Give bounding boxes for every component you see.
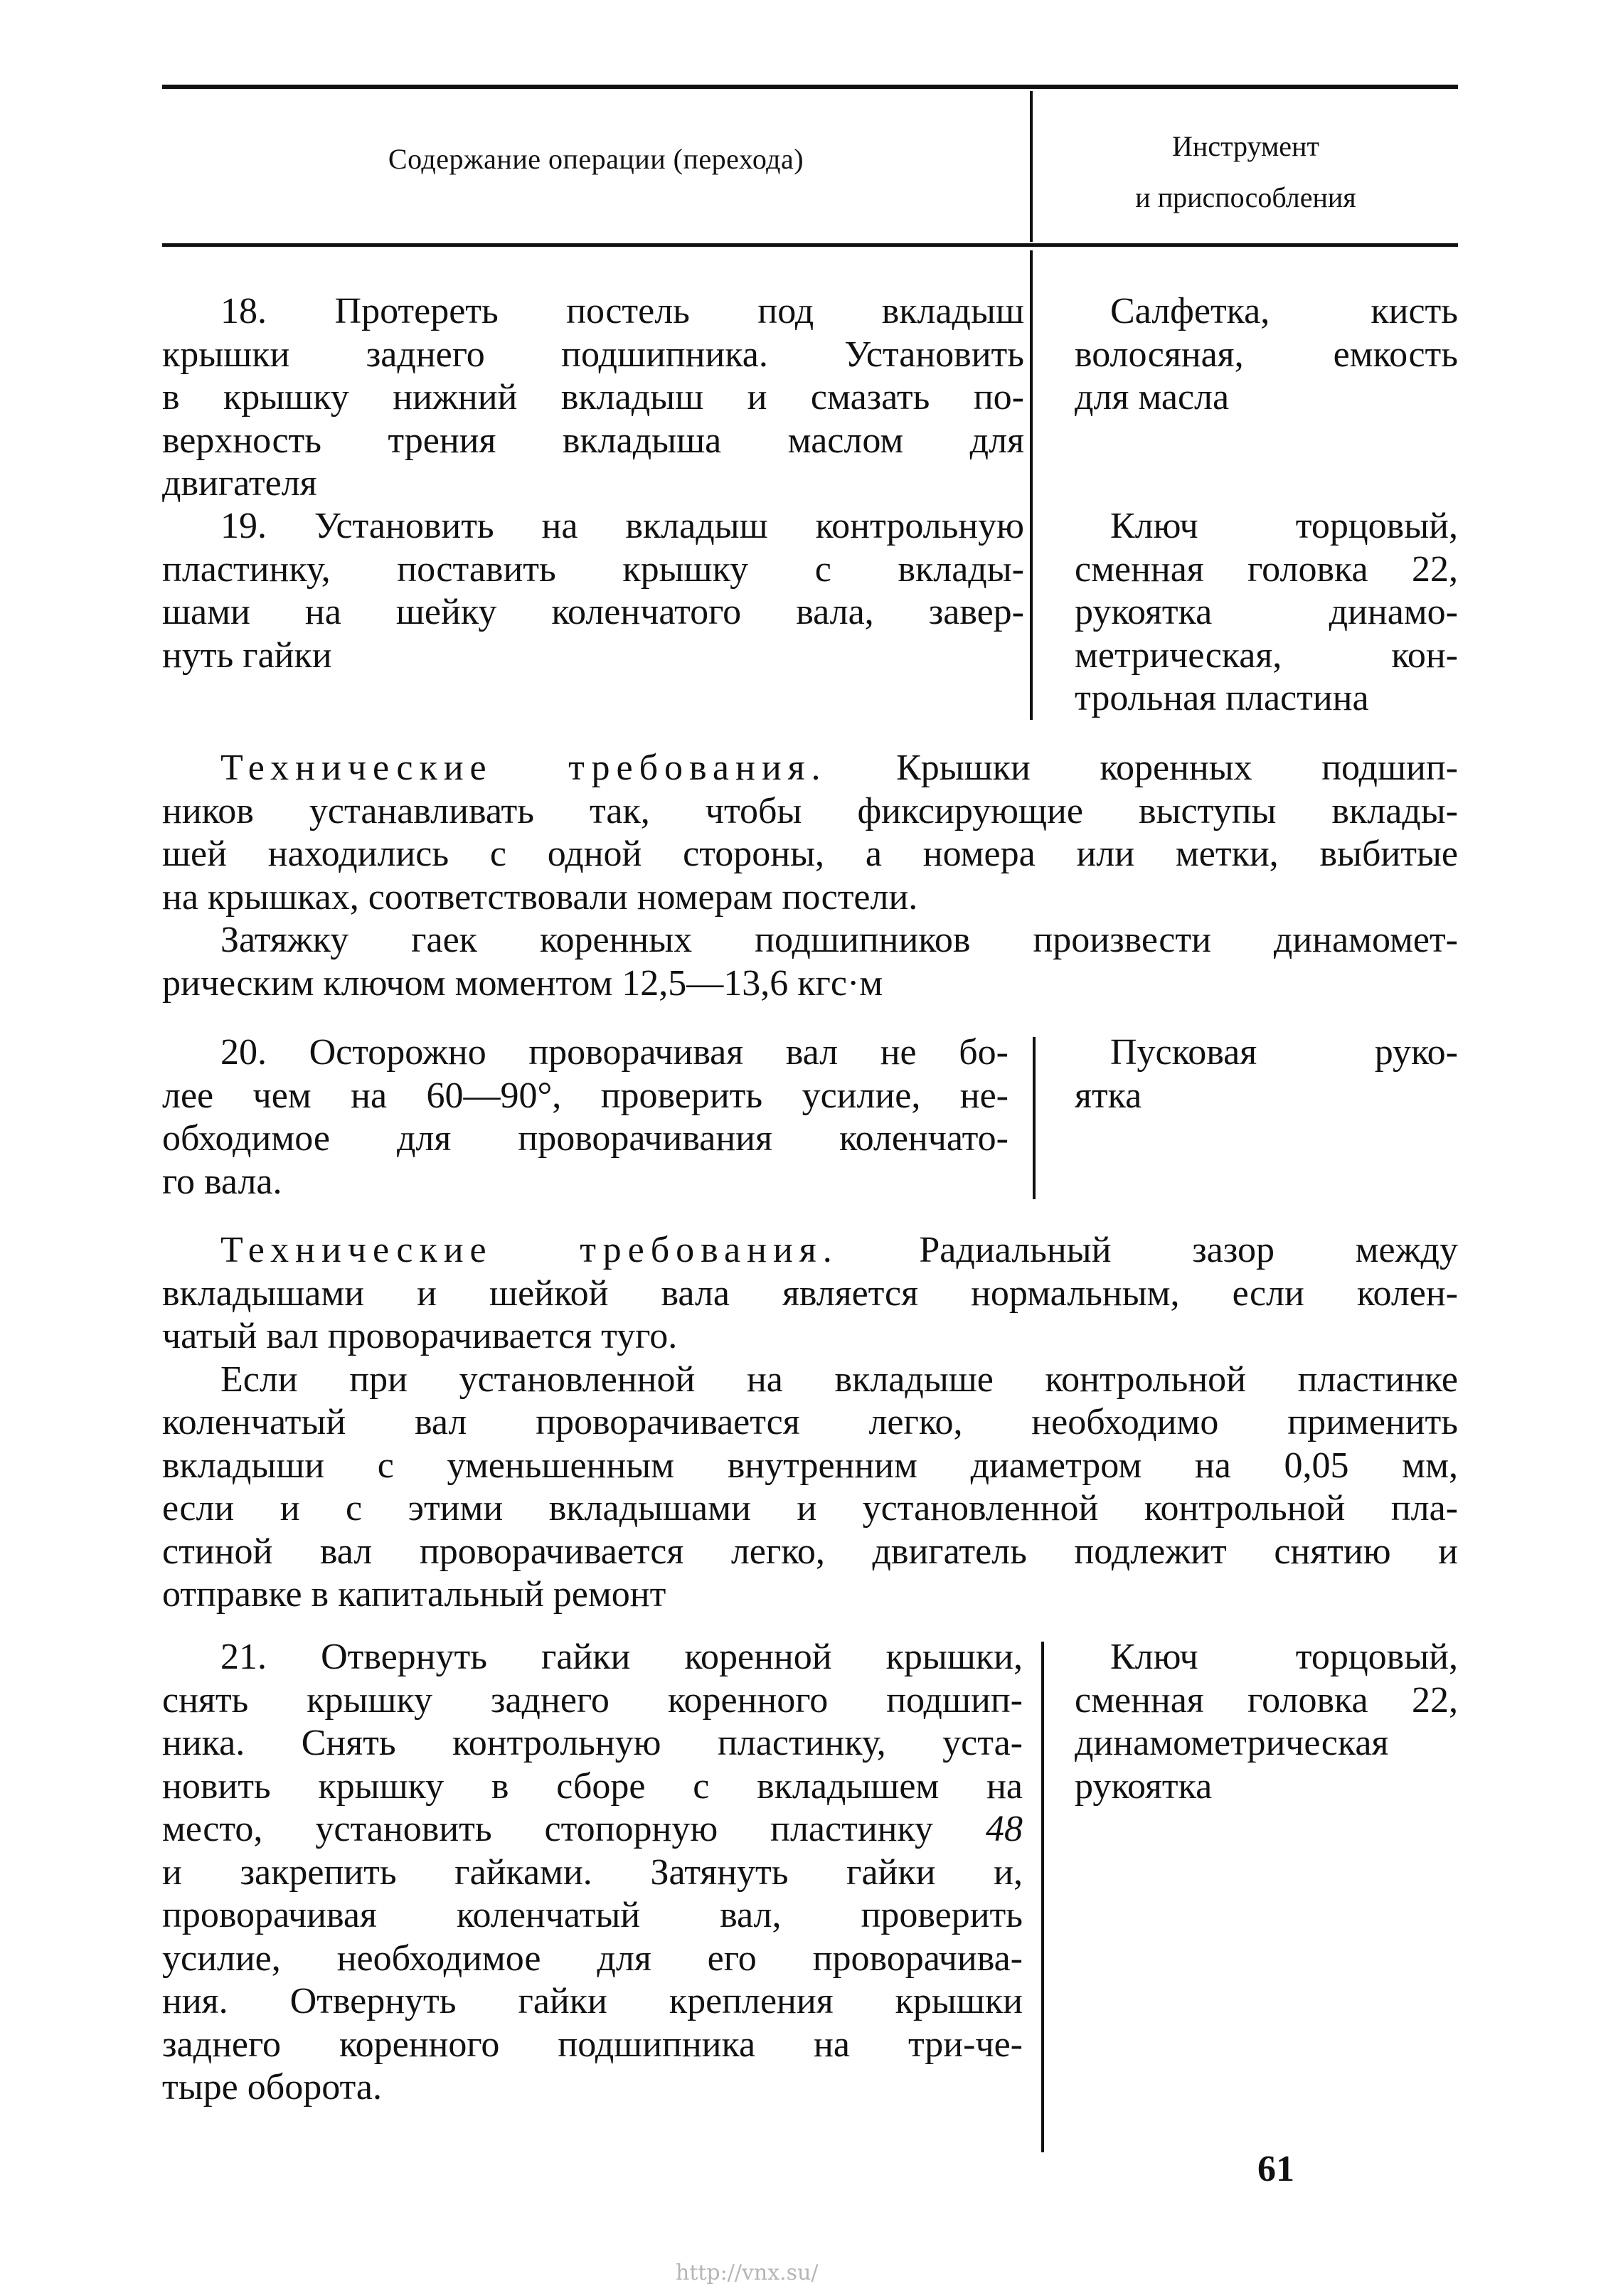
req2-para2-line: коленчатый вал проворачивается легко, необходимо применить bbox=[162, 1402, 1458, 1442]
table-top-rule bbox=[162, 85, 1458, 89]
tools18-line: Салфетка, кисть bbox=[1110, 291, 1458, 331]
req2-para2-line: отправке в капитальный ремонт bbox=[162, 1574, 666, 1615]
page-number: 61 bbox=[1257, 2149, 1294, 2189]
tools18-line: для масла bbox=[1075, 377, 1230, 418]
req2-line: вкладышами и шейкой вала является нормальным, если колен- bbox=[162, 1272, 1458, 1314]
column-divider bbox=[1041, 1642, 1044, 2152]
tools20-line: ятка bbox=[1075, 1075, 1142, 1116]
tools-19 bbox=[1075, 505, 1458, 721]
op21-line: 21. Отвернуть гайки коренной крышки, bbox=[220, 1637, 1023, 1677]
tools21-line: сменная головка 22, bbox=[1075, 1679, 1458, 1721]
req1-label: Технические требования. bbox=[220, 748, 827, 788]
req1-para2-line: Затяжку гаек коренных подшипников произвести динамомет- bbox=[220, 920, 1458, 960]
op20-line: обходимое для проворачивания коленчато- bbox=[162, 1118, 1009, 1159]
op19-line: нуть гайки bbox=[162, 634, 332, 676]
req1-text: Крышки коренных подшип- bbox=[826, 748, 1458, 788]
op18-line: в крышку нижний вкладыш и смазать по- bbox=[162, 377, 1024, 418]
technical-requirements-2 bbox=[162, 1229, 1458, 1617]
op20-line: 20. Осторожно проворачивая вал не бо- bbox=[220, 1032, 1009, 1073]
req1-para2-line: рическим ключом моментом 12,5—13,6 кгс·м bbox=[162, 962, 883, 1004]
tools21-line: рукоятка bbox=[1075, 1765, 1213, 1807]
req2-line bbox=[162, 1229, 1458, 1272]
req2-label: Технические требования. bbox=[220, 1230, 839, 1270]
op21-line: ника. Снять контрольную пластинку, уста- bbox=[162, 1723, 1023, 1763]
req2-para2-line: стиной вал проворачивается легко, двигатель подлежит снятию и bbox=[162, 1531, 1458, 1572]
op21-line: усилие, необходимое для его проворачива- bbox=[162, 1938, 1023, 1979]
column-header-tools-line2: и приспособления bbox=[1135, 181, 1356, 213]
req1-line: шей находились с одной стороны, а номера или метки, выбитые bbox=[162, 834, 1458, 874]
tools19-line: трольная пластина bbox=[1075, 678, 1369, 718]
op19-line: шами на шейку коленчатого вала, завер- bbox=[162, 592, 1024, 632]
tools21-line: Ключ торцовый, bbox=[1110, 1637, 1458, 1677]
tools19-line: рукоятка динамо- bbox=[1075, 592, 1458, 632]
tools18-line: волосяная, емкость bbox=[1075, 334, 1458, 375]
technical-requirements-1 bbox=[162, 747, 1458, 1005]
op18-line: верхность трения вкладыша маслом для bbox=[162, 420, 1024, 461]
op21-line bbox=[162, 1808, 1023, 1851]
op20-line: го вала. bbox=[162, 1161, 282, 1202]
op21-line: ния. Отвернуть гайки крепления крышки bbox=[162, 1981, 1023, 2021]
op21-line: снять крышку заднего коренного подшип- bbox=[162, 1679, 1023, 1721]
operation-19 bbox=[162, 505, 1024, 677]
column-header-tools bbox=[1033, 121, 1458, 223]
table-header-rule bbox=[162, 243, 1458, 247]
req2-line: чатый вал проворачивается туго. bbox=[162, 1316, 678, 1356]
tools20-line: Пусковая руко- bbox=[1110, 1032, 1458, 1073]
req2-para2-line: если и с этими вкладышами и установленной контрольной пла- bbox=[162, 1488, 1458, 1529]
req2-para2-line: Если при установленной на вкладыше контрольной пластинке bbox=[220, 1359, 1458, 1400]
op21-line-text: место, установить стопорную пластинку bbox=[162, 1809, 986, 1849]
op18-line: крышки заднего подшипника. Установить bbox=[162, 334, 1024, 375]
op19-line: пластинку, поставить крышку с вклады- bbox=[162, 548, 1024, 590]
part-reference-48: 48 bbox=[986, 1809, 1023, 1849]
tools19-line: сменная головка 22, bbox=[1075, 548, 1458, 590]
op19-line: 19. Установить на вкладыш контрольную bbox=[220, 506, 1024, 546]
op21-line: заднего коренного подшипника на три-че- bbox=[162, 2024, 1023, 2065]
op20-line: лее чем на 60—90°, проверить усилие, не- bbox=[162, 1075, 1009, 1116]
tools-18 bbox=[1075, 290, 1458, 420]
op21-line: и закрепить гайками. Затянуть гайки и, bbox=[162, 1851, 1023, 1893]
req2-para2-line: вкладыши с уменьшенным внутренним диаметром на 0,05 мм, bbox=[162, 1445, 1458, 1486]
op18-line: 18. Протереть постель под вкладыш bbox=[220, 291, 1024, 331]
op21-line: проворачивая коленчатый вал, проверить bbox=[162, 1895, 1023, 1935]
op21-line: новить крышку в сборе с вкладышем на bbox=[162, 1765, 1023, 1807]
tools-20 bbox=[1075, 1031, 1458, 1117]
operation-21 bbox=[162, 1636, 1023, 2110]
req1-line: ников устанавливать так, чтобы фиксирующие выступы вклады- bbox=[162, 790, 1458, 831]
watermark: http://vnx.su/ bbox=[676, 2260, 819, 2285]
column-divider bbox=[1033, 1037, 1036, 1199]
operation-18 bbox=[162, 290, 1024, 506]
column-header-operation: Содержание операции (перехода) bbox=[388, 143, 804, 175]
req1-line: на крышках, соответствовали номерам постели. bbox=[162, 876, 918, 918]
column-header-tools-line1: Инструмент bbox=[1172, 130, 1319, 162]
tools-21 bbox=[1075, 1636, 1458, 1808]
tools21-line: динамометрическая bbox=[1075, 1723, 1389, 1763]
operation-20 bbox=[162, 1031, 1009, 1203]
tools19-line: Ключ торцовый, bbox=[1110, 506, 1458, 546]
req2-text: Радиальный зазор между bbox=[838, 1230, 1459, 1270]
header-column-divider bbox=[1030, 91, 1033, 242]
column-divider bbox=[1030, 250, 1033, 720]
op18-line: двигателя bbox=[162, 463, 317, 504]
op21-line: тыре оборота. bbox=[162, 2067, 382, 2108]
req1-line bbox=[162, 747, 1458, 790]
tools19-line: метрическая, кон- bbox=[1075, 634, 1458, 676]
